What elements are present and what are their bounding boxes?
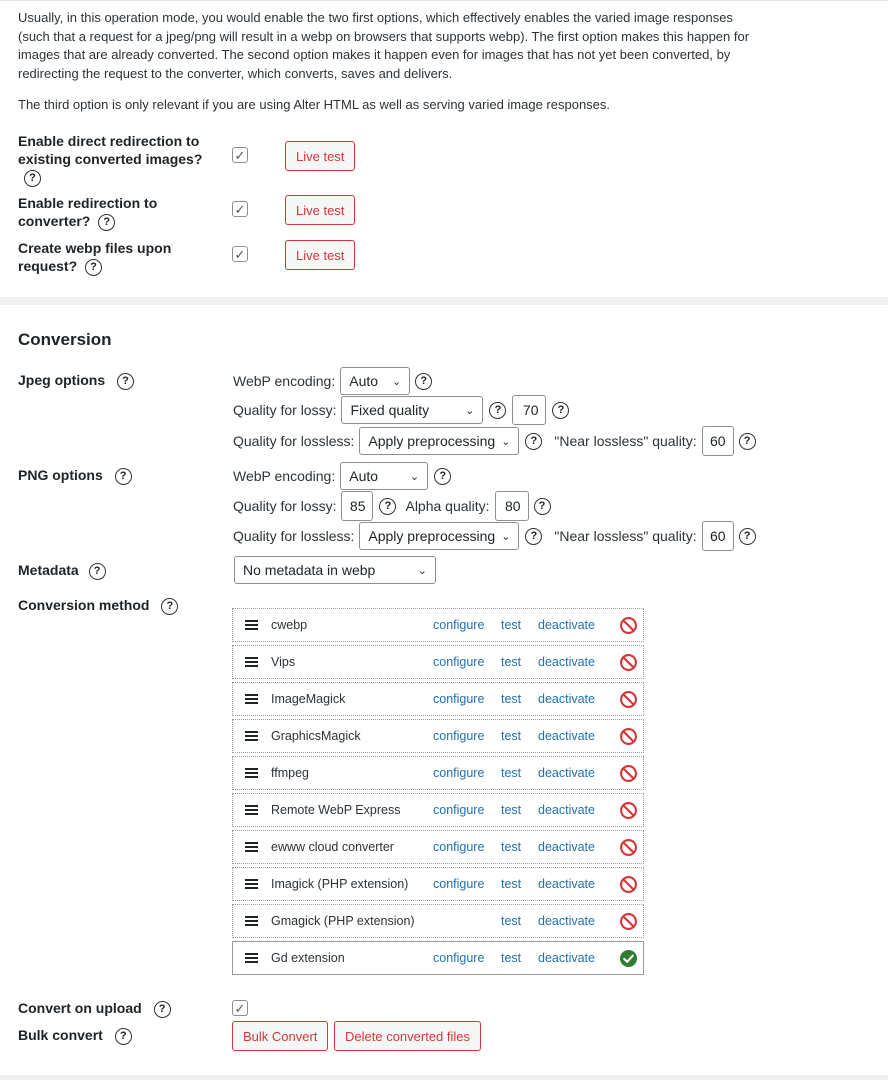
convert-on-upload-checkbox[interactable]: ✓ — [232, 1000, 248, 1016]
converter-row[interactable] — [232, 756, 644, 790]
configure-link[interactable]: configure — [433, 729, 485, 743]
converter-name: ImageMagick — [271, 692, 346, 706]
converter-name: Remote WebP Express — [271, 803, 401, 817]
help-icon[interactable]: ? — [89, 563, 106, 580]
configure-link[interactable]: configure — [433, 803, 485, 817]
deactivate-link[interactable]: deactivate — [538, 618, 595, 632]
deactivate-link[interactable]: deactivate — [538, 692, 595, 706]
png-options-label: PNG options ? — [18, 466, 132, 485]
help-icon[interactable]: ? — [98, 214, 115, 231]
test-link[interactable]: test — [501, 729, 522, 743]
converter-name: Imagick (PHP extension) — [271, 877, 409, 891]
jpeg-lossy-select[interactable]: Fixed quality ⌄ — [341, 396, 483, 424]
drag-handle-icon[interactable] — [245, 879, 258, 889]
status-error-icon — [619, 727, 638, 746]
jpeg-encoding-label: WebP encoding: — [233, 373, 336, 389]
test-link[interactable]: test — [501, 803, 522, 817]
drag-handle-icon[interactable] — [245, 657, 258, 667]
help-icon[interactable]: ? — [85, 259, 102, 276]
bulk-convert-label: Bulk convert ? — [18, 1026, 132, 1045]
intro-paragraph: Usually, in this operation mode, you would enable the two first options, which effectively enables the varied image responses (such that a request for a jpeg/png will result in a webp on browsers that supports webp). The first option makes this happen for images that are already converted. The second option makes it happen even for images that has not yet been converted, by redirecting the request to the converter, which converts, saves and delivers. — [18, 10, 750, 81]
live-test-button[interactable]: Live test — [285, 240, 355, 270]
drag-handle-icon[interactable] — [245, 768, 258, 778]
test-link[interactable]: test — [501, 766, 522, 780]
create-webp-checkbox[interactable]: ✓ — [232, 246, 248, 262]
help-icon[interactable]: ? — [534, 498, 551, 515]
drag-handle-icon[interactable] — [245, 694, 258, 704]
converter-row[interactable] — [232, 941, 644, 975]
live-test-button[interactable]: Live test — [285, 195, 355, 225]
chevron-down-icon: ⌄ — [410, 470, 420, 483]
help-icon[interactable]: ? — [24, 170, 41, 187]
jpeg-lossless-label: Quality for lossless: — [233, 433, 355, 449]
test-link[interactable]: test — [501, 692, 522, 706]
configure-link[interactable]: configure — [433, 655, 485, 669]
converter-row[interactable] — [232, 719, 644, 753]
test-link[interactable]: test — [501, 655, 522, 669]
converter-name: Gmagick (PHP extension) — [271, 914, 415, 928]
help-icon[interactable]: ? — [489, 402, 506, 419]
jpeg-near-lossless-input[interactable]: 60 — [702, 426, 734, 456]
configure-link[interactable]: configure — [433, 766, 485, 780]
live-test-button[interactable]: Live test — [285, 141, 355, 171]
intro-paragraph-2: The third option is only relevant if you are using Alter HTML as well as serving varied image responses. — [18, 97, 611, 112]
help-icon[interactable]: ? — [525, 433, 542, 450]
help-icon[interactable]: ? — [379, 498, 396, 515]
deactivate-link[interactable]: deactivate — [538, 729, 595, 743]
chevron-down-icon: ⌄ — [417, 564, 427, 577]
delete-converted-files-button[interactable]: Delete converted files — [334, 1021, 481, 1051]
converter-row[interactable] — [232, 830, 644, 864]
conversion-method-label: Conversion method ? — [18, 596, 178, 615]
help-icon[interactable]: ? — [115, 1028, 132, 1045]
converter-name: Gd extension — [271, 951, 345, 965]
configure-link[interactable]: configure — [433, 877, 485, 891]
converter-name: Vips — [271, 655, 296, 669]
deactivate-link[interactable]: deactivate — [538, 803, 595, 817]
png-lossless-select[interactable]: Apply preprocessing ⌄ — [359, 522, 519, 550]
test-link[interactable]: test — [501, 951, 522, 965]
help-icon[interactable]: ? — [117, 373, 134, 390]
deactivate-link[interactable]: deactivate — [538, 914, 595, 928]
test-link[interactable]: test — [501, 618, 522, 632]
status-error-icon — [619, 690, 638, 709]
png-alpha-input[interactable]: 80 — [495, 491, 529, 521]
jpeg-encoding-row — [233, 366, 432, 396]
configure-link[interactable]: configure — [433, 840, 485, 854]
configure-link[interactable]: configure — [433, 951, 485, 965]
png-lossy-row — [233, 491, 551, 521]
chevron-down-icon: ⌄ — [501, 435, 511, 448]
status-error-icon — [619, 875, 638, 894]
converter-row[interactable] — [232, 793, 644, 827]
status-error-icon — [619, 838, 638, 857]
deactivate-link[interactable]: deactivate — [538, 766, 595, 780]
converter-name: GraphicsMagick — [271, 729, 361, 743]
test-link[interactable]: test — [501, 914, 522, 928]
help-icon[interactable]: ? — [161, 598, 178, 615]
option-direct-redirection-label: Enable direct redirection to existing converted images? ? — [18, 132, 218, 187]
configure-link[interactable]: configure — [433, 618, 485, 632]
png-quality-input[interactable]: 85 — [341, 491, 373, 521]
png-alpha-label: Alpha quality: — [405, 498, 490, 514]
conversion-panel — [0, 305, 888, 1075]
converter-row[interactable] — [232, 645, 644, 679]
test-link[interactable]: test — [501, 877, 522, 891]
help-icon[interactable]: ? — [739, 433, 756, 450]
option-redirect-converter-label: Enable redirection to converter? ? — [18, 195, 158, 229]
drag-handle-icon[interactable] — [245, 842, 258, 852]
metadata-label: Metadata ? — [18, 561, 106, 580]
chevron-down-icon: ⌄ — [392, 375, 402, 388]
png-lossless-row — [233, 521, 756, 551]
deactivate-link[interactable]: deactivate — [538, 655, 595, 669]
status-error-icon — [619, 912, 638, 931]
png-encoding-label: WebP encoding: — [233, 468, 336, 484]
help-icon[interactable]: ? — [739, 528, 756, 545]
jpeg-options-label: Jpeg options ? — [18, 371, 134, 390]
chevron-down-icon: ⌄ — [465, 404, 475, 417]
metadata-select[interactable]: No metadata in webp ⌄ — [234, 556, 436, 584]
deactivate-link[interactable]: deactivate — [538, 877, 595, 891]
converter-row[interactable] — [232, 867, 644, 901]
converter-name: cwebp — [271, 618, 308, 632]
help-icon[interactable]: ? — [525, 528, 542, 545]
help-icon[interactable]: ? — [154, 1001, 171, 1018]
drag-handle-icon[interactable] — [245, 731, 258, 741]
jpeg-near-lossless-label: "Near lossless" quality: — [554, 433, 697, 449]
drag-handle-icon[interactable] — [245, 620, 258, 630]
deactivate-link[interactable]: deactivate — [538, 951, 595, 965]
jpeg-lossy-row — [233, 395, 569, 425]
status-error-icon — [619, 616, 638, 635]
converter-row[interactable] — [232, 904, 644, 938]
jpeg-lossless-row — [233, 426, 756, 456]
drag-handle-icon[interactable] — [245, 805, 258, 815]
convert-on-upload-label: Convert on upload ? — [18, 999, 171, 1018]
converter-name: ewww cloud converter — [271, 840, 394, 854]
help-icon[interactable]: ? — [434, 468, 451, 485]
converter-name: ffmpeg — [271, 766, 309, 780]
jpeg-quality-input[interactable]: 70 — [512, 395, 546, 425]
chevron-down-icon: ⌄ — [501, 530, 511, 543]
jpeg-encoding-select[interactable]: Auto ⌄ — [340, 367, 410, 395]
jpeg-lossless-select[interactable]: Apply preprocessing ⌄ — [359, 427, 519, 455]
png-lossy-label: Quality for lossy: — [233, 498, 337, 514]
bulk-convert-button[interactable]: Bulk Convert — [232, 1021, 328, 1051]
png-encoding-select[interactable]: Auto ⌄ — [340, 462, 428, 490]
jpeg-lossy-label: Quality for lossy: — [233, 402, 337, 418]
status-ok-icon — [619, 949, 638, 968]
png-encoding-row — [233, 461, 451, 491]
help-icon[interactable]: ? — [552, 402, 569, 419]
conversion-section-title: Conversion — [18, 330, 112, 349]
redirection-panel — [0, 0, 888, 297]
converter-row[interactable] — [232, 682, 644, 716]
direct-redirection-checkbox[interactable]: ✓ — [232, 147, 248, 163]
png-near-lossless-label: "Near lossless" quality: — [554, 528, 697, 544]
deactivate-link[interactable]: deactivate — [538, 840, 595, 854]
drag-handle-icon[interactable] — [245, 953, 258, 963]
option-create-webp-label: Create webp files upon request? ? — [18, 240, 172, 274]
status-error-icon — [619, 764, 638, 783]
redirect-converter-checkbox[interactable]: ✓ — [232, 201, 248, 217]
converter-row[interactable] — [232, 608, 644, 642]
status-error-icon — [619, 653, 638, 672]
png-lossless-label: Quality for lossless: — [233, 528, 355, 544]
test-link[interactable]: test — [501, 840, 522, 854]
drag-handle-icon[interactable] — [245, 916, 258, 926]
help-icon[interactable]: ? — [415, 373, 432, 390]
status-error-icon — [619, 801, 638, 820]
help-icon[interactable]: ? — [115, 468, 132, 485]
png-near-lossless-input[interactable]: 60 — [702, 521, 734, 551]
configure-link[interactable]: configure — [433, 692, 485, 706]
